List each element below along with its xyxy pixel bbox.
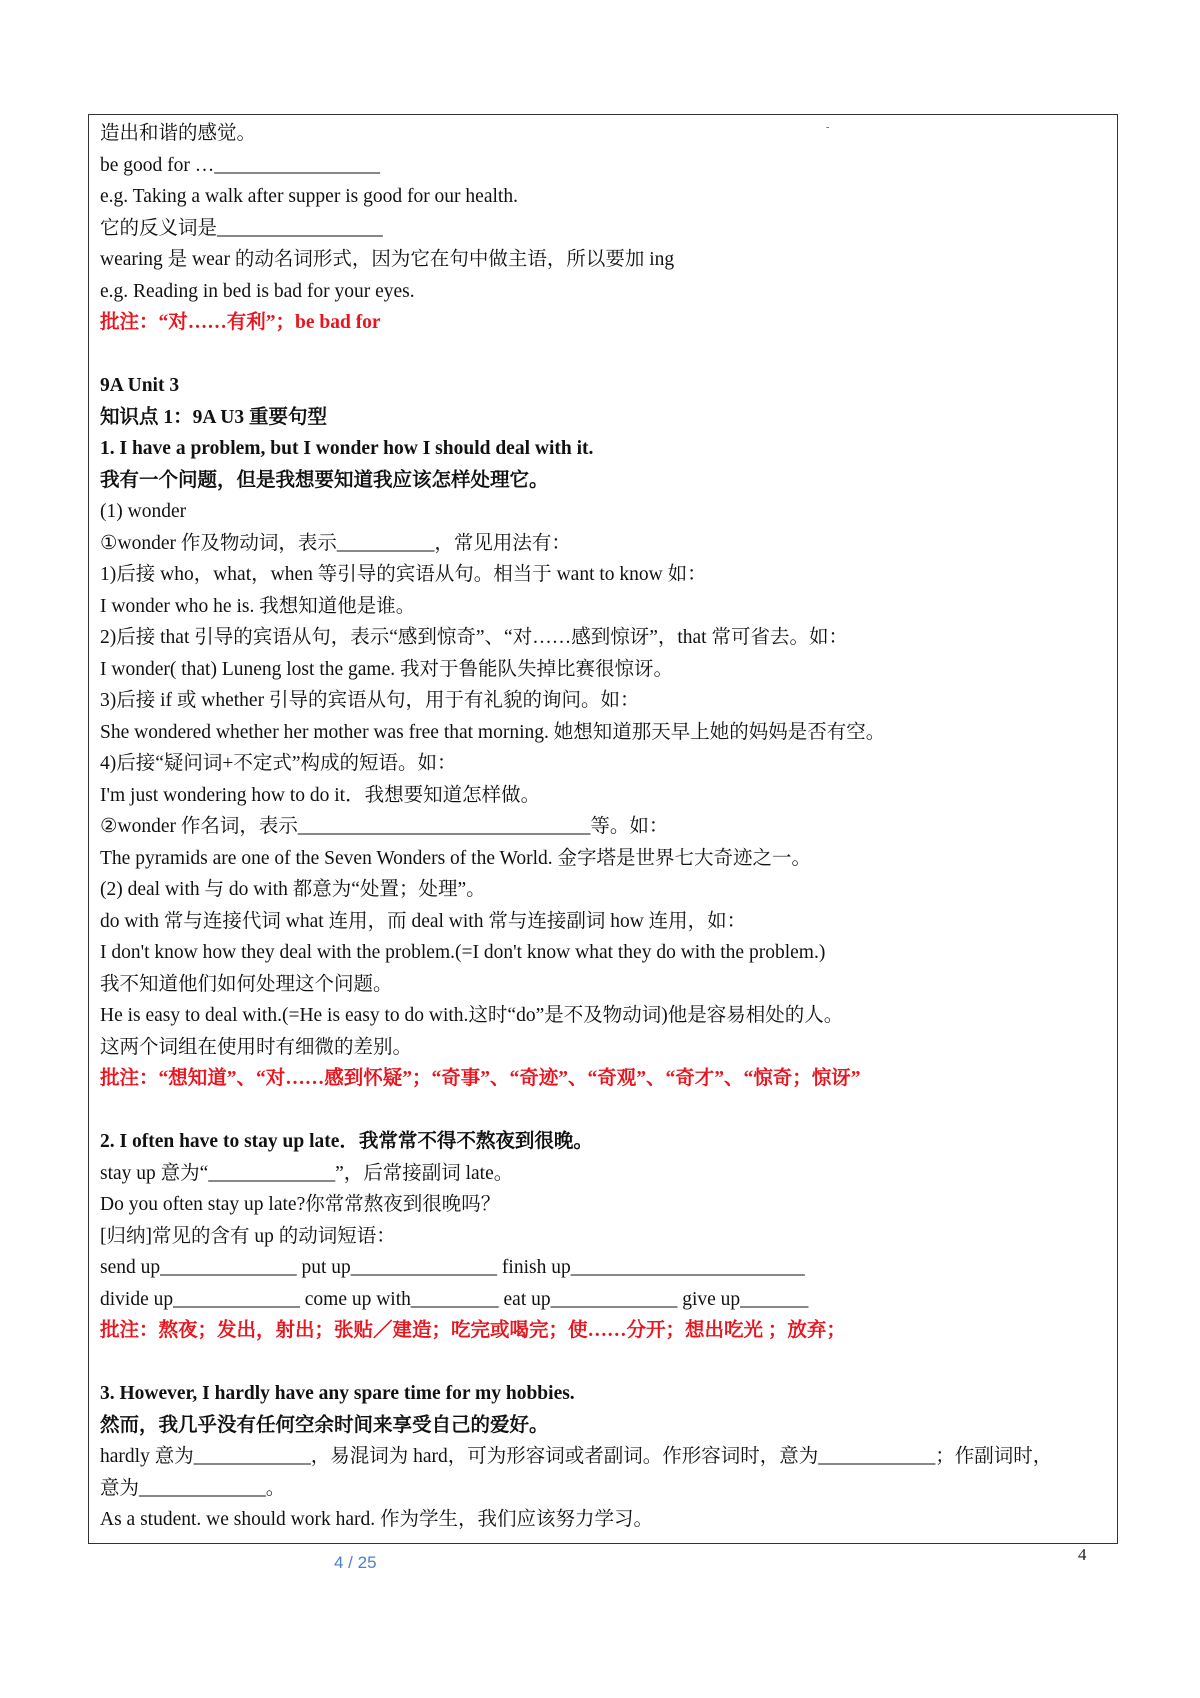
text-line: The pyramids are one of the Seven Wonders of the World. 金字塔是世界七大奇迹之一。 xyxy=(100,847,812,869)
heading-line: 2. I often have to stay up late．我常常不得不熬夜到很晚。 xyxy=(100,1131,593,1152)
page-indicator: 4 / 25 xyxy=(334,1553,377,1572)
page-number: 4 xyxy=(1078,1545,1087,1564)
heading-line: 1. I have a problem, but I wonder how I should deal with it. xyxy=(100,438,594,459)
text-line: 3)后接 if 或 whether 引导的宾语从句，用于有礼貌的询问。如： xyxy=(100,690,640,711)
text-line: [归纳]常见的含有 up 的动词短语： xyxy=(100,1225,396,1247)
text-line: I wonder( that) Luneng lost the game. 我对于鲁能队失掉比赛很惊讶。 xyxy=(100,658,673,680)
text-line: ①wonder 作及物动词，表示__________，常见用法有： xyxy=(100,532,571,554)
text-line: He is easy to deal with.(=He is easy to do with.这时“do”是不及物动词)他是容易相处的人。 xyxy=(100,1005,844,1026)
text-line: wearing 是 wear 的动名词形式，因为它在句中做主语，所以要加 ing xyxy=(100,249,675,270)
heading-line: 然而，我几乎没有任何空余时间来享受自己的爱好。 xyxy=(100,1414,549,1436)
annotation-line: 批注：“想知道”、“对……感到怀疑”；“奇事”、“奇迹”、“奇观”、“奇才”、“惊奇；惊讶” xyxy=(100,1068,861,1089)
text-line: e.g. Reading in bed is bad for your eyes. xyxy=(100,280,415,302)
blank-line xyxy=(100,339,1115,371)
text-line: stay up 意为“_____________”，后常接副词 late。 xyxy=(100,1162,514,1184)
heading-line: 9A Unit 3 xyxy=(100,375,180,396)
text-line: hardly 意为____________，易混词为 hard，可为形容词或者副词。作形容词时，意为____________；作副词时， xyxy=(100,1446,1053,1467)
text-line: I wonder who he is. 我想知道他是谁。 xyxy=(100,595,416,617)
text-line: She wondered whether her mother was free that morning. 她想知道那天早上她的妈妈是否有空。 xyxy=(100,721,886,743)
text-line: As a student. we should work hard. 作为学生，我们应该努力学习。 xyxy=(100,1509,653,1530)
text-line: 意为_____________。 xyxy=(100,1477,286,1499)
text-line: divide up_____________ come up with_________ eat up_____________ give up_______ xyxy=(100,1288,809,1310)
annotation-line: 批注：“对……有利”；be bad for xyxy=(100,312,381,333)
heading-line: 3. However, I hardly have any spare time for my hobbies. xyxy=(100,1383,575,1404)
text-line: (2) deal with 与 do with 都意为“处置；处理”。 xyxy=(100,879,486,900)
text-line: 我不知道他们如何处理这个问题。 xyxy=(100,973,393,995)
text-line: 2)后接 that 引导的宾语从句，表示“感到惊奇”、“对……感到惊讶”，that 常可省去。如： xyxy=(100,627,848,648)
document-body xyxy=(100,118,1115,1536)
text-line: 1)后接 who，what，when 等引导的宾语从句。相当于 want to know 如： xyxy=(100,564,707,585)
text-line: Do you often stay up late?你常常熬夜到很晚吗？ xyxy=(100,1194,501,1215)
text-line: e.g. Taking a walk after supper is good for our health. xyxy=(100,186,518,207)
blank-line xyxy=(100,1095,1115,1127)
text-line: send up______________ put up_______________ finish up________________________ xyxy=(100,1257,805,1278)
text-line: do with 常与连接代词 what 连用，而 deal with 常与连接副词 how 连用，如： xyxy=(100,910,747,932)
blank-line xyxy=(100,1347,1115,1379)
text-line: I don't know how they deal with the problem.(=I don't know what they do with the problem.) xyxy=(100,942,826,963)
heading-line: 知识点 1：9A U3 重要句型 xyxy=(100,406,327,428)
text-line: be good for …_________________ xyxy=(100,154,381,176)
heading-line: 我有一个问题，但是我想要知道我应该怎样处理它。 xyxy=(100,469,549,491)
stray-mark: - xyxy=(826,122,830,133)
text-line: 造出和谐的感觉。 xyxy=(100,123,257,144)
text-line: 这两个词组在使用时有细微的差别。 xyxy=(100,1036,413,1058)
text-line: ②wonder 作名词，表示______________________________等。如： xyxy=(100,816,669,837)
text-line: I'm just wondering how to do it．我想要知道怎样做。 xyxy=(100,784,541,806)
text-line: (1) wonder xyxy=(100,501,187,522)
text-line: 4)后接“疑问词+不定式”构成的短语。如： xyxy=(100,753,457,774)
text-line: 它的反义词是_________________ xyxy=(100,217,383,239)
annotation-line: 批注：熬夜；发出，射出；张贴／建造；吃完或喝完；使……分开；想出吃光 ；放弃； xyxy=(100,1320,846,1341)
